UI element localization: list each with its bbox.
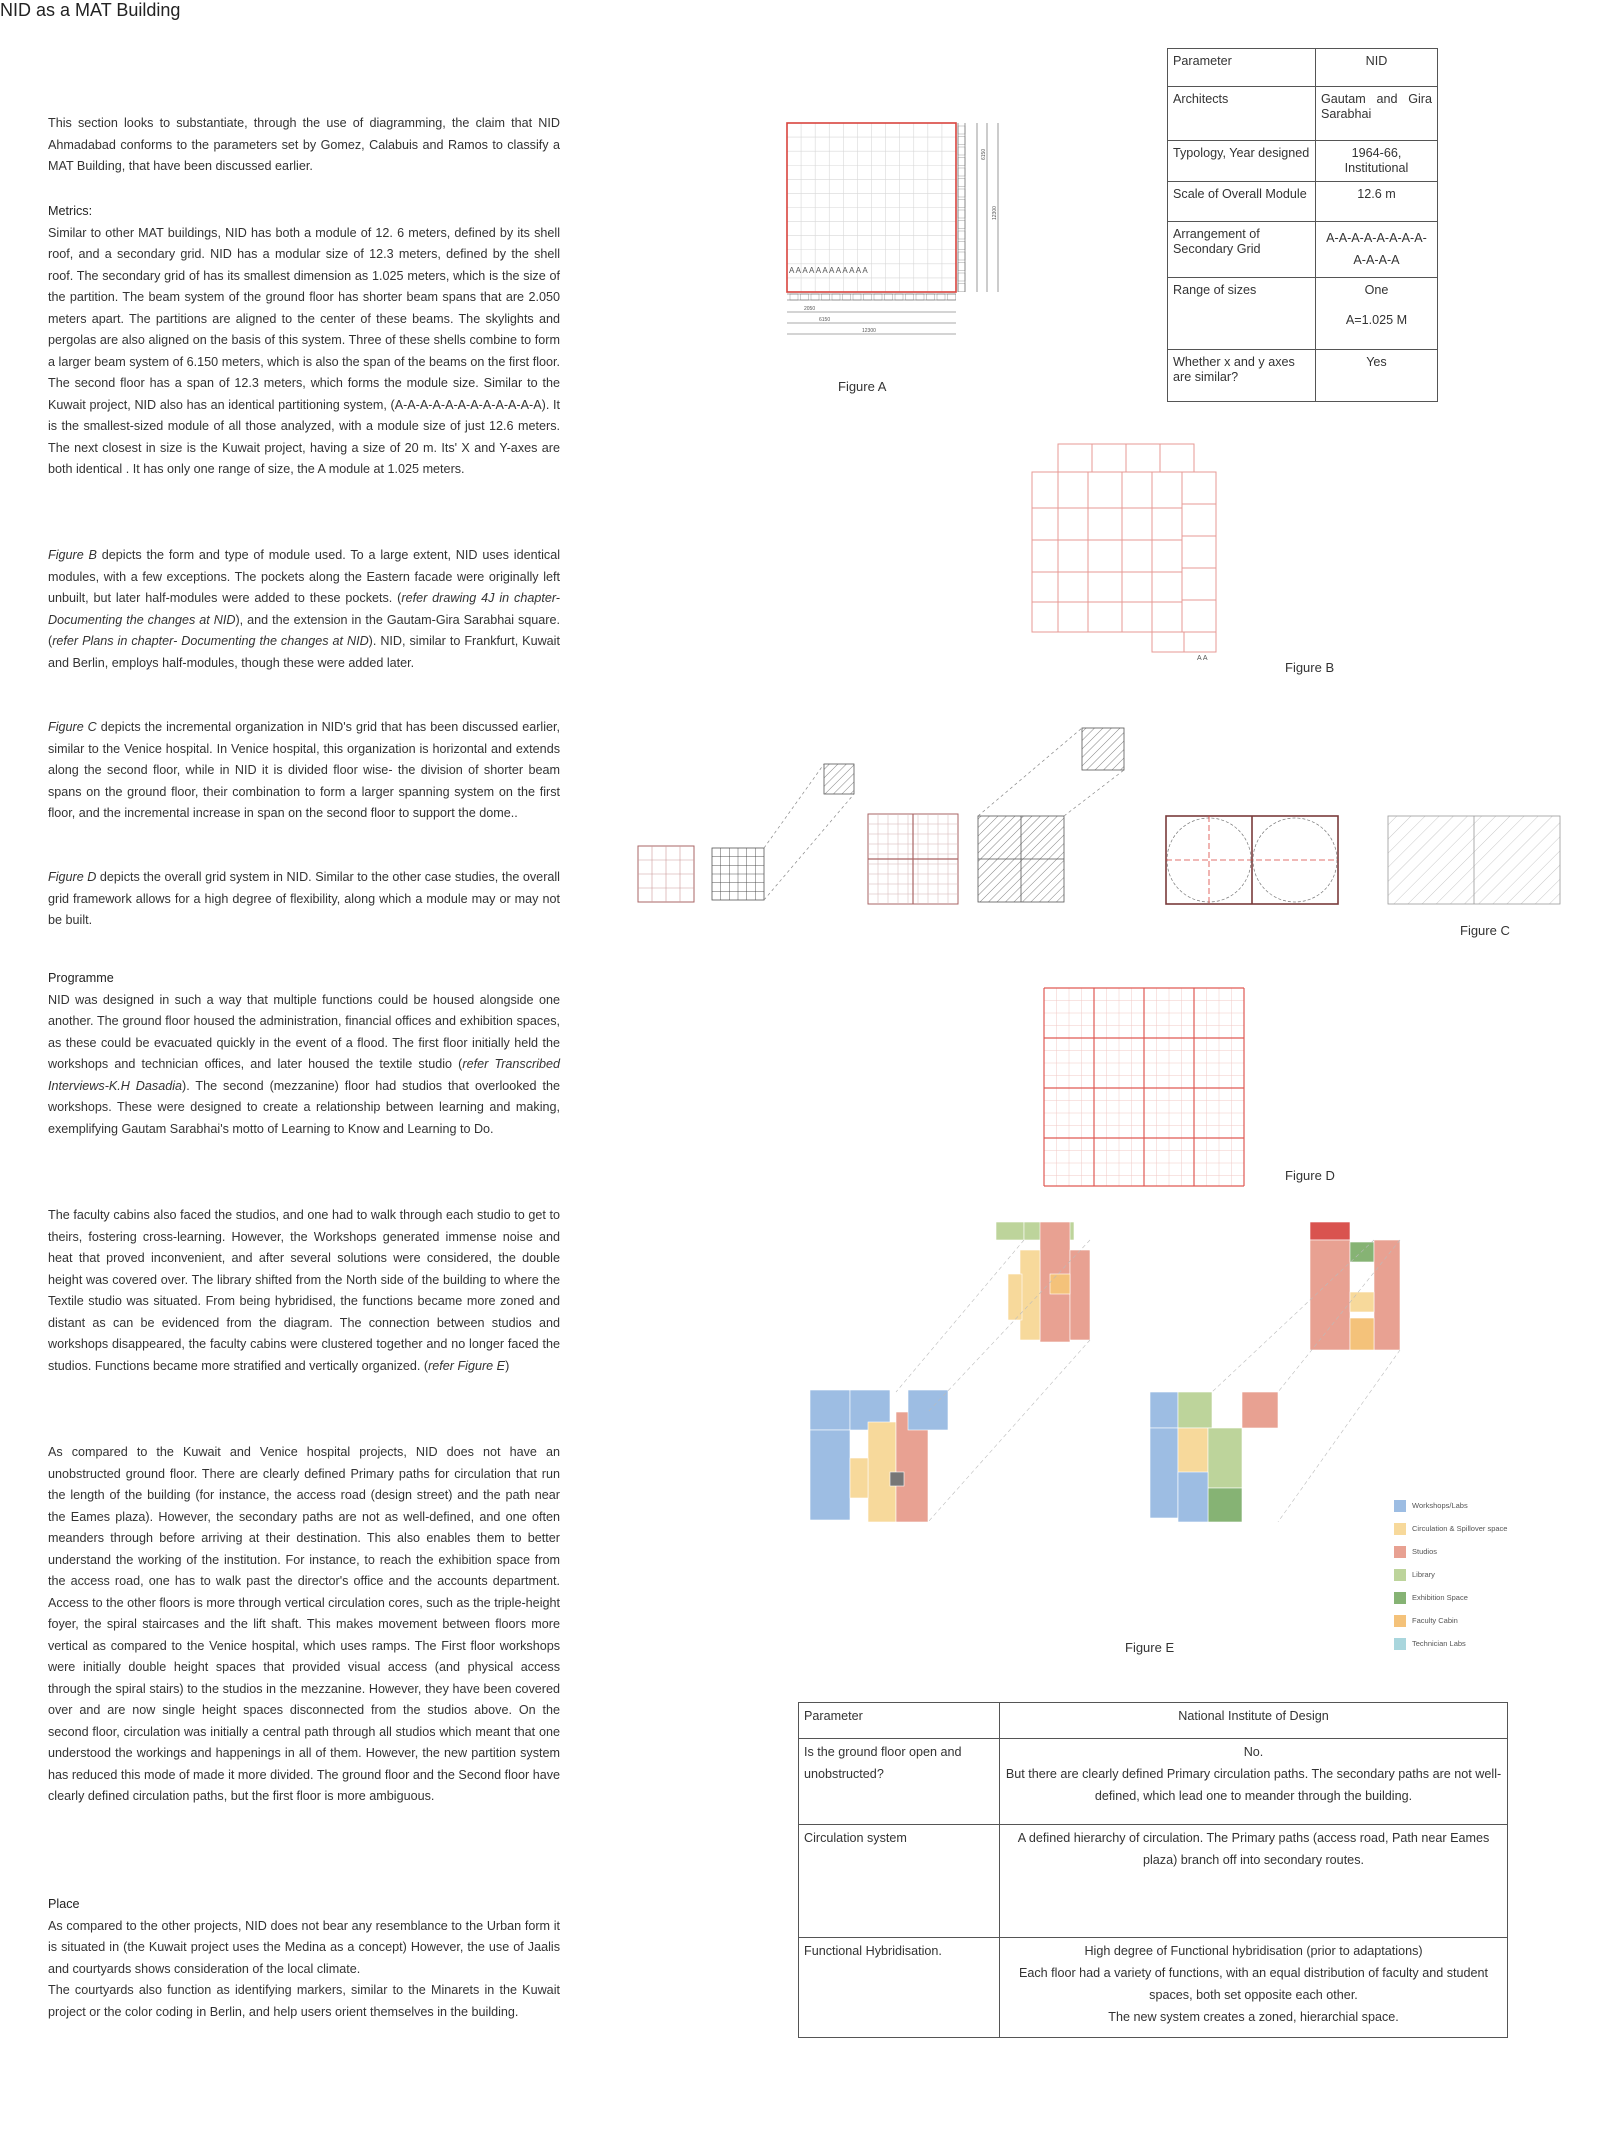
text-run: ). NID, similar to Frankfurt, Kuwait and Berlin, employs half-modules, though these were added later. xyxy=(48,634,560,670)
figure-b-ref: Figure B xyxy=(48,548,97,562)
module-cell xyxy=(1058,444,1092,472)
place-section xyxy=(48,1894,560,2023)
figure-e-programme-plans xyxy=(810,1222,1400,1522)
table-cell: Range of sizes xyxy=(1168,278,1316,350)
partition-mark xyxy=(958,168,965,176)
programme-block xyxy=(1208,1488,1242,1522)
dimension-label: 6150 xyxy=(819,317,831,323)
module-cell xyxy=(1182,472,1216,504)
text-run: NID was designed in such a way that multiple functions could be housed alongside one another. The ground floor housed the administration, financial offices and exhibition spaces, as these could be evacuated quickly in the event of a flood. The first floor initially held the workshops and technician offices, and later housed the textile studio ( xyxy=(48,992,560,1071)
module-cell xyxy=(1152,472,1182,508)
text-run: ), and the extension in the Gautam-Gira Sarabhai square. ( xyxy=(48,612,560,648)
programme-block xyxy=(1208,1428,1242,1488)
module-cell xyxy=(1182,504,1216,536)
legend-label: Workshops/Labs xyxy=(1412,1500,1468,1510)
partition-mark xyxy=(958,189,965,197)
figure-a-caption: Figure A xyxy=(838,379,887,394)
partition-mark xyxy=(885,294,893,300)
partition-mark xyxy=(853,294,861,300)
programme-block xyxy=(1050,1274,1070,1294)
partition-mark xyxy=(832,294,840,300)
figure-d-diagram xyxy=(1042,986,1246,1188)
programme-block xyxy=(850,1458,868,1498)
figure-e-diagram xyxy=(800,1222,1440,1542)
partition-mark xyxy=(937,294,945,300)
legend-item xyxy=(1394,1592,1468,1604)
partition-mark xyxy=(801,294,809,300)
programme-block xyxy=(1350,1318,1374,1350)
partition-mark xyxy=(958,231,965,239)
figure-d-caption: Figure D xyxy=(1285,1168,1335,1183)
partition-mark xyxy=(958,221,965,229)
figure-e-caption: Figure E xyxy=(1125,1640,1175,1655)
module-cell xyxy=(1152,572,1182,602)
figure-c-ref: Figure C xyxy=(48,720,97,734)
table-cell: Gautam and Gira Sarabhai xyxy=(1315,87,1437,141)
legend-swatch xyxy=(1394,1592,1406,1604)
figure-d-paragraph xyxy=(48,867,560,932)
projection-line xyxy=(764,794,854,900)
place-p1: As compared to the other projects, NID does not bear any resemblance to the Urban form it is situated in (the Kuwait project uses the Medina as a concept) However, the use of Jaalis and courtyards shows consideration of the local climate. xyxy=(48,1918,560,1976)
module-cell xyxy=(1122,508,1152,540)
partition-mark xyxy=(958,137,965,145)
module-cell xyxy=(1058,572,1088,602)
legend-item xyxy=(1394,1546,1437,1558)
figure-b-paragraph xyxy=(48,545,560,674)
figure-c-caption: Figure C xyxy=(1460,923,1510,938)
table-header-cell: Parameter xyxy=(1168,49,1316,87)
module-cell xyxy=(1126,444,1160,472)
figure-c-paragraph xyxy=(48,717,560,825)
table-cell: Arrangement of Secondary Grid xyxy=(1168,222,1316,278)
programme-block xyxy=(810,1390,850,1430)
module-cell xyxy=(1088,602,1122,632)
table-cell: Typology, Year designed xyxy=(1168,141,1316,182)
partition-mark xyxy=(958,179,965,187)
table-cell: 1964-66, Institutional xyxy=(1315,141,1437,182)
partition-mark xyxy=(895,294,903,300)
place-heading: Place xyxy=(48,1897,80,1911)
table-cell: Yes xyxy=(1315,350,1437,402)
module-cell xyxy=(1088,540,1122,572)
figure-b-diagram xyxy=(1032,442,1232,667)
table-header-cell: NID xyxy=(1315,49,1437,87)
text-run: ). The second (mezzanine) floor had studios that overlooked the workshops. These were designed to create a relationship between learning and making, exemplifying Gautam Sarabhai's motto of Learning to Know and Learning to Do. xyxy=(48,1078,560,1136)
module-cell xyxy=(1152,602,1182,632)
partition-mark xyxy=(958,273,965,281)
programme-block xyxy=(1020,1250,1040,1340)
module-cell xyxy=(1160,444,1194,472)
module-cell xyxy=(1182,600,1216,632)
metrics-heading: Metrics: xyxy=(48,204,93,218)
legend-swatch xyxy=(1394,1500,1406,1512)
module-cell xyxy=(1032,508,1058,540)
legend-swatch xyxy=(1394,1569,1406,1581)
programme-block xyxy=(1310,1222,1350,1240)
programme-heading: Programme xyxy=(48,971,114,985)
programme-block xyxy=(1350,1242,1374,1262)
legend-label: Technician Labs xyxy=(1412,1638,1466,1648)
text-run: depicts the overall grid system in NID. Similar to the other case studies, the overall grid framework allows for a high degree of flexibility, along which a module may or may not be built. xyxy=(48,870,560,927)
partition-mark xyxy=(958,200,965,208)
module-cell xyxy=(1058,540,1088,572)
partition-mark xyxy=(948,294,956,300)
partition-mark xyxy=(790,294,798,300)
module-cell xyxy=(1092,444,1126,472)
module-cell xyxy=(1088,508,1122,540)
module-cell xyxy=(1088,472,1122,508)
table-cell: Architects xyxy=(1168,87,1316,141)
module-cell xyxy=(1088,572,1122,602)
programme-section xyxy=(48,968,560,1140)
partition-mark xyxy=(958,210,965,218)
legend-swatch xyxy=(1394,1523,1406,1535)
projection-line xyxy=(978,728,1082,816)
module-cell xyxy=(1182,536,1216,568)
dimension-label: 6150 xyxy=(981,148,987,160)
module-cell xyxy=(1058,472,1088,508)
projection-line xyxy=(928,1340,1090,1522)
text-run-italic: refer drawing 4J in chapter- Documenting the changes at NID xyxy=(48,591,560,627)
legend-swatch xyxy=(1394,1615,1406,1627)
programme-block xyxy=(810,1430,850,1520)
table-cell: One A=1.025 M xyxy=(1315,278,1437,350)
module-cell xyxy=(1058,602,1088,632)
place-p2: The courtyards also function as identifying markers, similar to the Minarets in the Kuwait project or the color coding in Berlin, and help users orient themselves in the building. xyxy=(48,1983,560,2019)
module-cell xyxy=(1032,540,1058,572)
projection-line xyxy=(1064,770,1124,816)
table-cell: No. But there are clearly defined Primary circulation paths. The secondary paths are not well-defined, which lead one to meander through the building. xyxy=(1000,1739,1508,1825)
page-title: NID as a MAT Building xyxy=(0,0,181,20)
projection-line xyxy=(896,1240,1024,1392)
legend-item xyxy=(1394,1569,1435,1581)
module-cell xyxy=(1122,602,1152,632)
partition-mark xyxy=(822,294,830,300)
hatched-module-top xyxy=(1082,728,1124,770)
intro-paragraph: This section looks to substantiate, through the use of diagramming, the claim that NID Ahmadabad conforms to the parameters set by Gomez, Calabuis and Ramos to classify a MAT Building, that have been discussed earlier. xyxy=(48,116,560,173)
programme-block xyxy=(1350,1292,1374,1312)
module-cell xyxy=(1122,572,1152,602)
module-cell xyxy=(1122,540,1152,572)
table-header-cell: National Institute of Design xyxy=(1000,1703,1508,1739)
projection-line xyxy=(1278,1350,1400,1522)
text-run: ) xyxy=(505,1358,510,1373)
partition-mark xyxy=(958,242,965,250)
programme-block xyxy=(1008,1274,1022,1320)
table-cell: Is the ground floor open and unobstructed? xyxy=(799,1739,1000,1825)
programme-block xyxy=(996,1222,1024,1240)
legend-item xyxy=(1394,1500,1468,1512)
dimension-label: 12300 xyxy=(992,206,998,220)
dimension-label: 12300 xyxy=(862,328,876,334)
module-cell xyxy=(1032,472,1058,508)
legend-item xyxy=(1394,1523,1507,1535)
legend-label: Circulation & Spillover space xyxy=(1412,1523,1508,1533)
table-cell: A defined hierarchy of circulation. The Primary paths (access road, Path near Eames plaza) branch off into secondary routes. xyxy=(1000,1825,1508,1938)
text-run-italic: refer Plans in chapter- Documenting the changes at NID xyxy=(52,634,369,648)
programme-block xyxy=(1242,1392,1278,1428)
partition-mark xyxy=(927,294,935,300)
programme-p3: As compared to the Kuwait and Venice hospital projects, NID does not have an unobstructed ground floor. There are clearly defined Primary paths for circulation that run the length of the building (for instance, the access road (design street) and the path near the Eames plaza). However, the secondary paths are not as well-defined, and one often meanders through before arriving at their destination. This also enables them to better understand the working of the institution. For instance, to reach the exhibition space from the access road, one has to walk past the director's office and the accounts department. Access to the other floors is more through vertical circulation cores, such as the triple-height foyer, the spiral staircases and the lift shaft. This makes movement between floors more vertical as compared to the Venice hospital, which uses ramps. The First floor workshops were initially double height spaces that provided visual access (and physical access through the spiral stairs) to the studios in the mezzanine. However, they have been covered over and are now single height spaces disconnected from the studios above. On the second floor, circulation was initially a central path through all studios which meant that one understood the workings and happenings in all of them. However, the new partition system has reduced this mode of made it more divided. The ground floor and the Second floor have clearly defined circulation paths, but the first floor is more ambiguous. xyxy=(48,1445,560,1803)
programme-block xyxy=(1150,1428,1178,1518)
legend-label: Exhibition Space xyxy=(1412,1592,1468,1602)
metrics-section xyxy=(48,201,560,481)
partition-mark xyxy=(916,294,924,300)
dimension-label: 2050 xyxy=(804,306,816,312)
projection-line xyxy=(764,764,824,848)
text-run: The faculty cabins also faced the studios, and one had to walk through each studio to get to theirs, fostering cross-learning. However, the Workshops generated immense noise and heat that proved inconvenient, and after several solutions were considered, the double height was covered over. The library shifted from the North side of the building to where the Textile studio was situated. From being hybridised, the functions became more zoned and distant as can be evidenced from the diagram. The connection between studios and workshops disappeared, the faculty cabins were clustered together and no longer faced the studios. Functions became more stratified and vertically organized. ( xyxy=(48,1208,560,1373)
table-cell: Circulation system xyxy=(799,1825,1000,1938)
text-run-italic: refer Transcribed Interviews-K.H Dasadia xyxy=(48,1057,561,1093)
figure-d-grid xyxy=(1044,988,1244,1186)
module-cell xyxy=(1032,572,1058,602)
table-cell: Whether x and y axes are similar? xyxy=(1168,350,1316,402)
module-cell xyxy=(1184,632,1216,652)
legend-swatch xyxy=(1394,1546,1406,1558)
legend-item xyxy=(1394,1638,1466,1650)
partition-mark xyxy=(843,294,851,300)
text-run-italic: refer Figure E xyxy=(428,1358,506,1373)
programme-p2 xyxy=(48,1205,560,1377)
table-cell: Functional Hybridisation. xyxy=(799,1938,1000,2038)
legend-swatch xyxy=(1394,1638,1406,1650)
figure-b-a-label: A A xyxy=(1197,655,1208,662)
module-cell xyxy=(1058,508,1088,540)
table-cell: 12.6 m xyxy=(1315,182,1437,222)
programme-block xyxy=(1178,1472,1208,1522)
partition-mark xyxy=(864,294,872,300)
legend-label: Library xyxy=(1412,1569,1435,1579)
partition-mark xyxy=(958,263,965,271)
programme-block xyxy=(890,1472,904,1486)
figure-c-diagram xyxy=(636,728,1566,918)
table-header-cell: Parameter xyxy=(799,1703,1000,1739)
figure-b-caption: Figure B xyxy=(1285,660,1335,675)
figure-b-modules xyxy=(1032,444,1216,652)
module-cell xyxy=(1152,632,1184,652)
table-cell: A-A-A-A-A-A-A-A-A-A-A-A xyxy=(1315,222,1437,278)
module-cell xyxy=(1032,602,1058,632)
figure-a-a-row-label: A A A A A A A A A A A A xyxy=(789,266,868,275)
text-run: depicts the incremental organization in NID's grid that has been discussed earlier, similar to the Venice hospital. In Venice hospital, this organization is horizontal and extends along the second floor, while in NID it is divided floor wise- the division of shorter beam spans on the ground floor, their combination to form a larger spanning system on the first floor, and the incremental increase in span on the second floor to support the dome.. xyxy=(48,720,560,820)
figure-d-ref: Figure D xyxy=(48,870,97,884)
programme-block xyxy=(908,1390,948,1430)
partition-mark xyxy=(958,158,965,166)
legend-label: Faculty Cabin xyxy=(1412,1615,1458,1625)
partition-mark xyxy=(958,126,965,134)
programme-block xyxy=(1310,1240,1350,1350)
partition-mark xyxy=(874,294,882,300)
table-cell: Scale of Overall Module xyxy=(1168,182,1316,222)
figure-a-diagram xyxy=(784,120,1024,360)
partition-mark xyxy=(958,147,965,155)
hatched-module-small xyxy=(824,764,854,794)
module-cell xyxy=(1152,508,1182,540)
module-cell xyxy=(1182,568,1216,600)
partition-mark xyxy=(958,284,965,292)
module-cell xyxy=(1152,540,1182,572)
programme-p1 xyxy=(48,990,560,1141)
legend-label: Studios xyxy=(1412,1546,1438,1556)
programme-block xyxy=(1150,1392,1178,1428)
parameter-table-nid xyxy=(1167,48,1438,402)
programme-block xyxy=(1178,1392,1212,1428)
module-cell xyxy=(1122,472,1152,508)
text-run: depicts the form and type of module used. To a large extent, NID uses identical modules, with a few exceptions. The pockets along the Eastern facade were originally left unbuilt, but later half-modules were added to these pockets. ( xyxy=(48,548,560,605)
legend-item xyxy=(1394,1615,1458,1627)
programme-block xyxy=(1070,1250,1090,1340)
partition-mark xyxy=(811,294,819,300)
partition-mark xyxy=(906,294,914,300)
metrics-body: Similar to other MAT buildings, NID has both a module of 12. 6 meters, defined by its shell roof, and a secondary grid. NID has a modular size of 12.3 meters, defined by the shell roof. The secondary grid of has its smallest dimension as 1.025 meters, which is the size of the partition. The beam system of the ground floor has shorter beam spans that are 2.050 meters apart. The partitions are aligned to the center of these beams. The skylights and pergolas are also aligned on the basis of this system. Three of these shells combine to form a larger beam system of 6.150 meters, which is also the span of the beams on the first floor. The second floor has a span of 12.3 meters, which forms the module size. Similar to the Kuwait project, NID also has an identical partitioning system, (A-A-A-A-A-A-A-A-A-A-A-A). It is the smallest-sized module of all those analyzed, with a module size of just 12.6 meters. The next closest in size is the Kuwait project, having a size of 20 m. Its' X and Y-axes are both identical . It has only one range of size, the A module at 1.025 meters. xyxy=(48,225,560,476)
partition-mark xyxy=(958,252,965,260)
table-cell: High degree of Functional hybridisation (prior to adaptations) Each floor had a variety of functions, with an equal distribution of faculty and student spaces, both set opposite each other. The new system creates a zoned, hierarchial space. xyxy=(1000,1938,1508,2038)
parameter-table-national-institute xyxy=(798,1702,1508,2038)
